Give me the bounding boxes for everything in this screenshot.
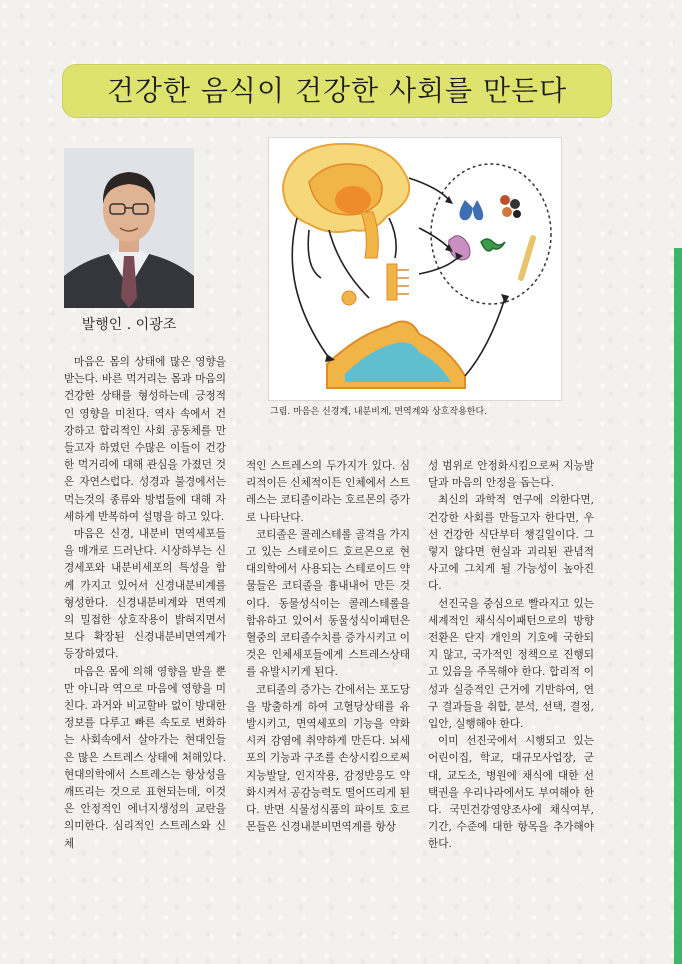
diagram-figure: [268, 137, 562, 401]
paragraph: 마음은 몸의 상태에 많은 영향을 받는다. 바른 먹거리는 몸과 마음의 건강한 상태를 형성하는데 긍정적인 영향을 미친다. 역사 속에서 건강하고 합리적인 사회 공동체를 만들고자 하였던 수많은 이들이 건강한 먹거리에 대해 관심을 가졌던 것은 자연스럽다. 성경과 불경에서는 먹는것의 종류와 방법들에 대해 자세하게 반복하여 설명을 하고 있다.: [64, 356, 226, 523]
paragraph: 코티졸은 콜레스테롤 골격을 가지고 있는 스테로이드 호르몬으로 현대의학에서 사용되는 스테로이드 약물들은 코티졸을 흉내내어 만든 것이다. 동물성식이는 콜레스테롤을 함유하고 있어서 동물성식이패턴은 혈중의 코티졸수치를 증가시키고 이것은 인체세포들에게 스트레스상태를 유발시키게 된다.: [246, 528, 410, 679]
text-column-3: [428, 458, 594, 854]
title-banner: [62, 64, 612, 118]
diagram-svg: [269, 138, 561, 400]
page-title: 건강한 음식이 건강한 사회를 만든다: [106, 74, 568, 107]
paragraph: 성 범위로 안정화시킴으로써 지능발달과 마음의 안정을 돕는다.: [428, 460, 594, 490]
paragraph: 마음은 신경, 내분비 면역세포들을 매개로 드러난다. 시상하부는 신경세포와 내분비세포의 특성을 함께 가지고 있어서 신경내분비계를 형성한다. 신경내분비계와 면역계의 밀접한 상호작용이 밝혀지면서 보다 확장된 신경내분비면역계가 등장하였다.: [64, 528, 226, 661]
nerve-cluster: [387, 264, 397, 300]
publisher-caption: 발행인 . 이광조: [81, 317, 177, 333]
paragraph: 선진국을 중심으로 빨라지고 있는 세계적인 채식식이패턴으로의 방향전환은 단지 개인의 기호에 국한되지 않고, 국가적인 정책으로 진행되고 있음을 주목해야 한다. 합리적 이성과 실증적인 근거에 기반하여, 연구 결과들을 취합, 분석, 선택, 결정, 입안, 실행해야 한다.: [428, 597, 594, 731]
paragraph: 마음은 몸에 의해 영향을 받을 뿐만 아니라 역으로 마음에 영향을 미친다. 과거와 비교할바 없이 방대한 정보를 다루고 빠른 속도로 변화하는 사회속에서 살아가는 현대인들은 많은 스트레스 상태에 처해있다. 현대의학에서 스트레스는 항상성을 깨뜨리는 것으로 표현되는데, 이것은 안정적인 에너지생성의 교란을 의미한다. 심리적인 스트레스와 신체: [64, 665, 226, 850]
paragraph: 코티졸의 증가는 간에서는 포도당을 방출하게 하여 고혈당상태를 유발시키고, 면역세포의 기능을 약화시켜 감염에 취약하게 만든다. 뇌세포의 기능과 구조를 손상시킴으로써 지능발달, 인지작용, 감정반응도 약화시켜서 공감능력도 떨어뜨리게 된다. 반면 식물성식품의 파이토 호르몬들은 신경내분비면역계를 항상: [246, 683, 410, 834]
paragraph: 최신의 과학적 연구에 의한다면, 건강한 사회를 만들고자 한다면, 우선 건강한 식단부터 챙길일이다. 그렇지 않다면 현실과 괴리된 관념적 사고에 그치게 될 가능성이 높아진다.: [428, 494, 594, 593]
text-column-2: [246, 458, 410, 836]
thalamus-shape: [335, 186, 371, 214]
publisher-photo: [64, 148, 194, 308]
ganglion-icon: [342, 291, 356, 305]
text-column-1: [64, 354, 226, 853]
organ-circle: [431, 164, 551, 304]
cell-icon: [500, 195, 510, 205]
accent-bar: [674, 248, 682, 964]
figure-caption: 그림. 마음은 신경계, 내분비계, 면역계와 상호작용한다.: [270, 407, 488, 417]
paragraph: 이미 선진국에서 시행되고 있는 어린이집, 학교, 대규모사업장, 군대, 교도소, 병원에 채식에 대한 선택권을 우리나라에서도 부여해야 한다. 국민건강영양조사에 채식여부, 기간, 수준에 대한 항목을 추가해야 한다.: [428, 735, 594, 851]
paragraph: 적인 스트레스의 두가지가 있다. 심리적이든 신체적이든 인체에서 스트레스는 코티졸이라는 호르몬의 증가로 나타난다.: [246, 460, 410, 524]
